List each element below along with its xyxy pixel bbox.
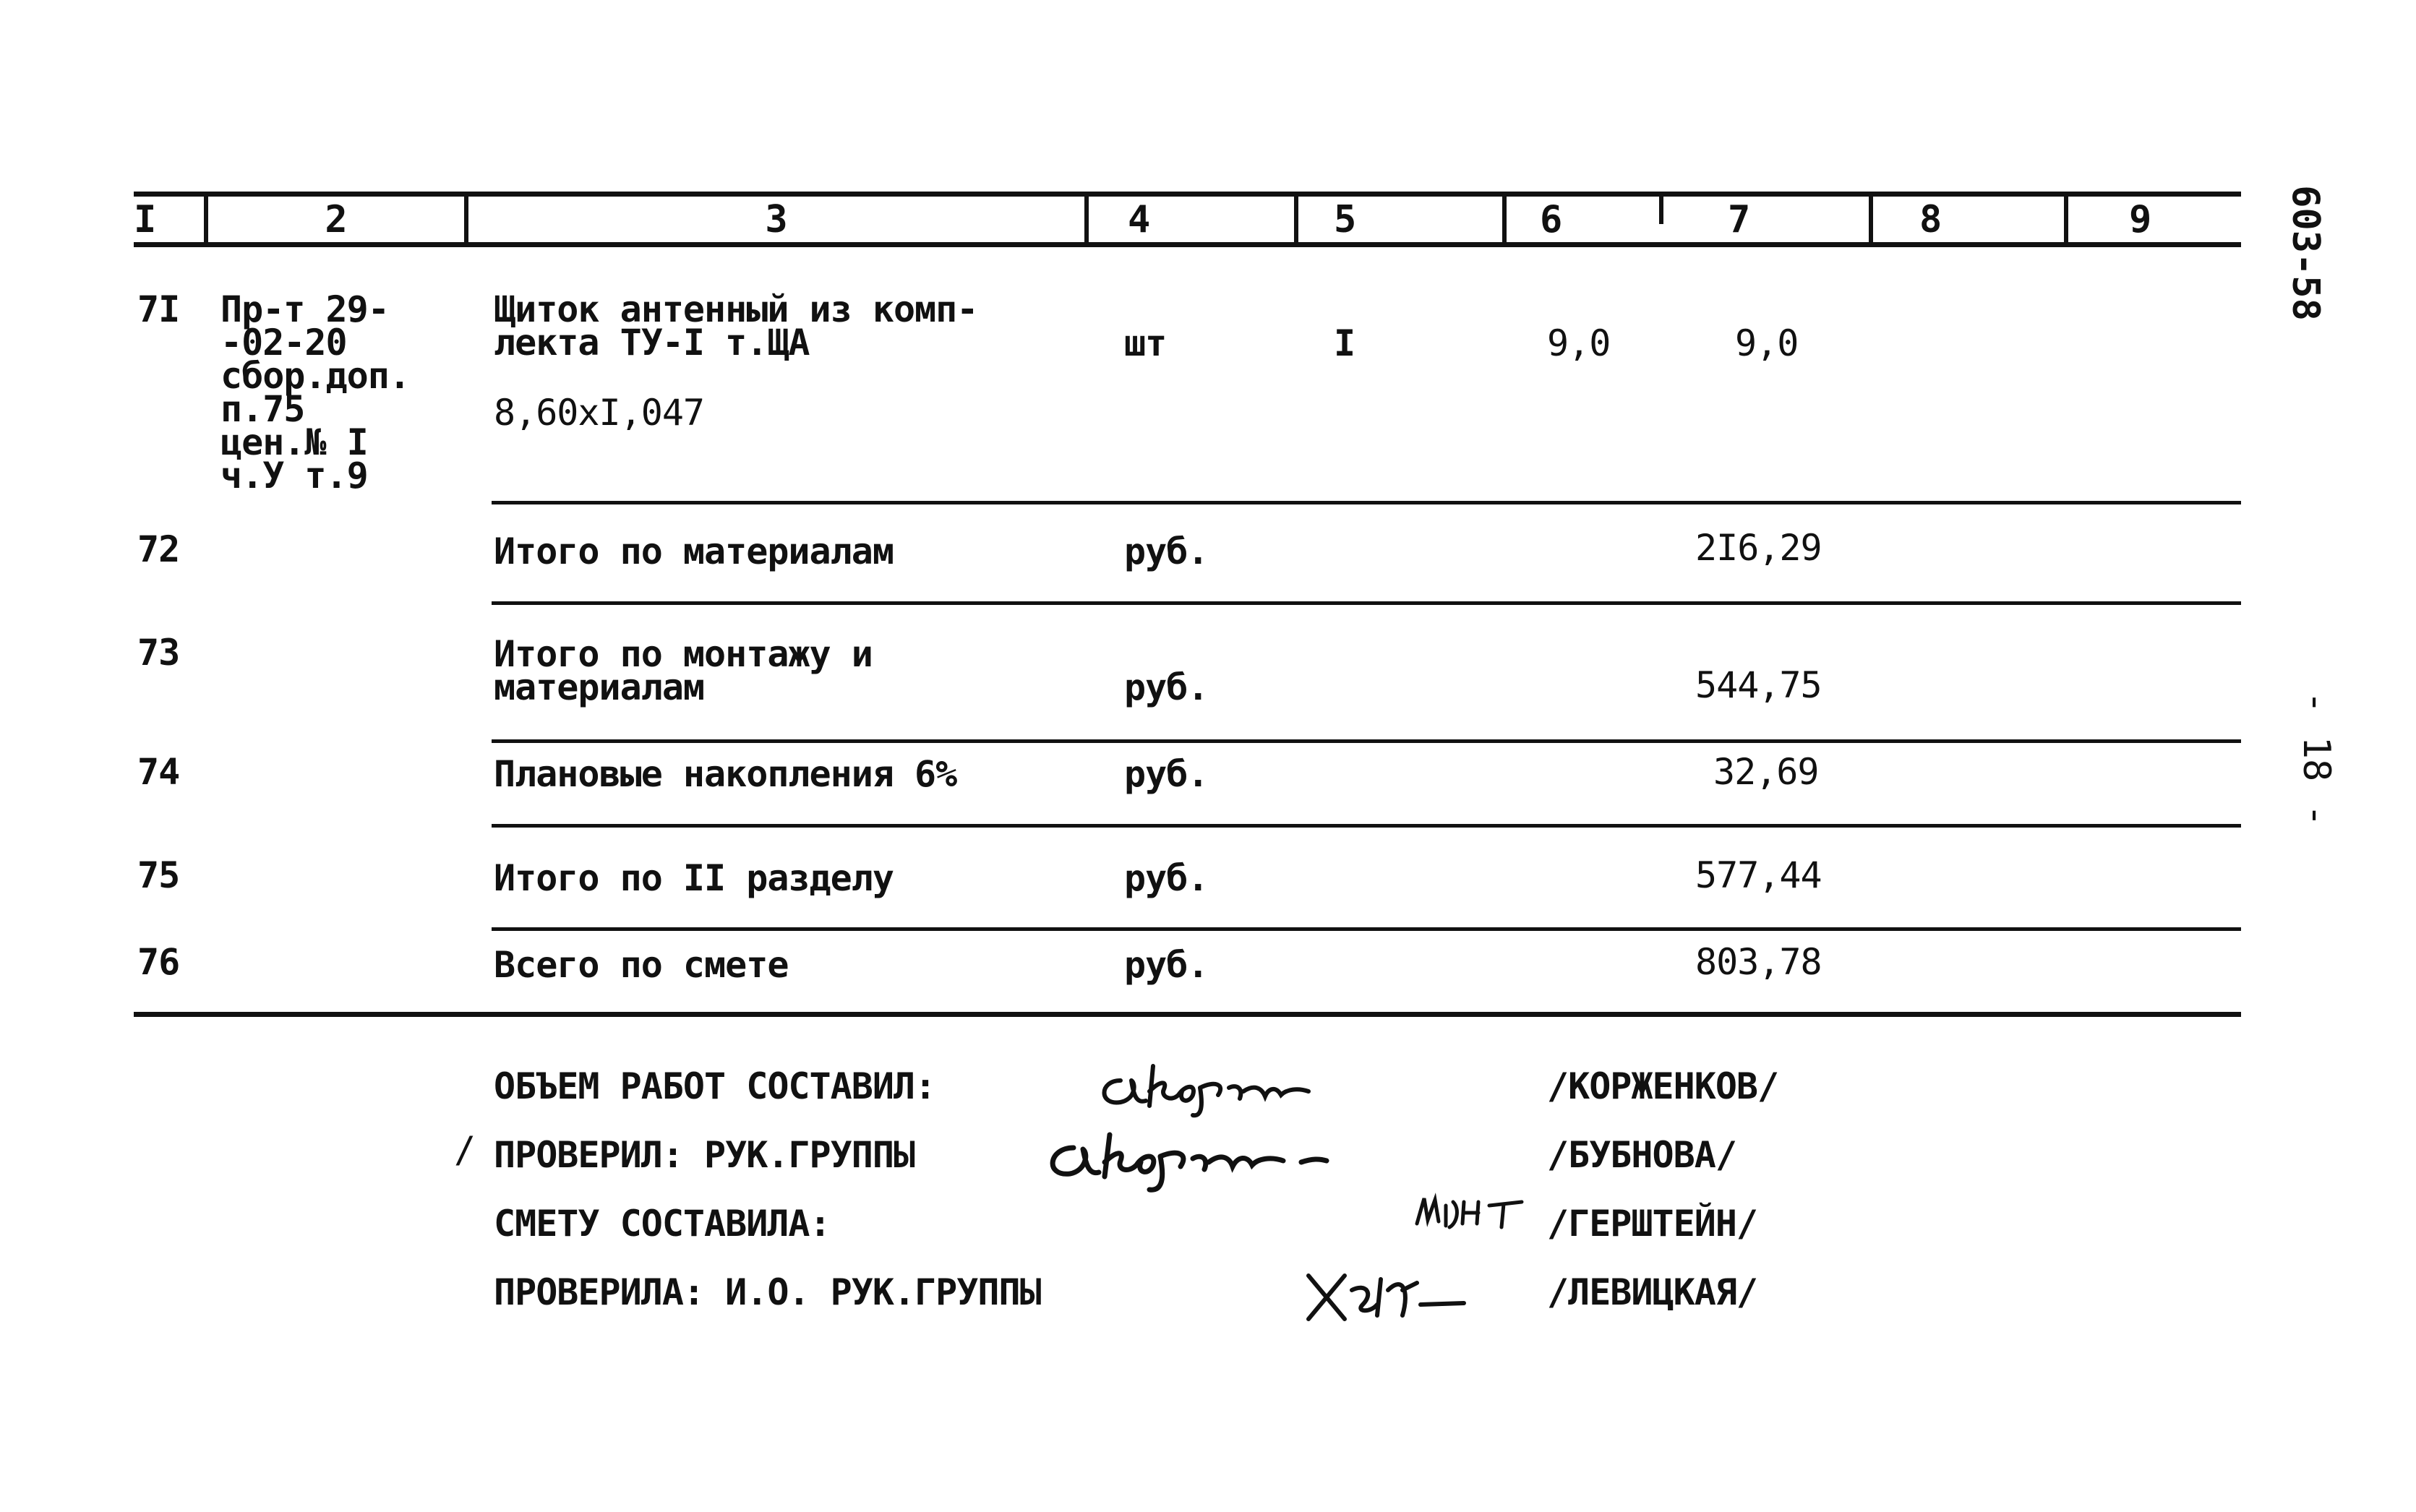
row-71-price: 9,0: [1547, 322, 1611, 364]
header-bottom-rule: [134, 242, 2241, 247]
signature-role-3: СМЕТУ СОСТАВИЛА:: [494, 1203, 831, 1245]
row-76-unit: руб.: [1124, 944, 1209, 986]
check-mark: /: [454, 1129, 476, 1171]
row-divider: [492, 824, 2241, 828]
row-71-qty: I: [1334, 322, 1355, 364]
row-74-total: 32,69: [1713, 751, 1819, 793]
row-73-name: Итого по монтажу и материалам: [494, 633, 873, 708]
row-divider: [492, 927, 2241, 931]
col-header-3: 3: [765, 198, 788, 241]
row-73-total: 544,75: [1695, 664, 1822, 706]
row-72-unit: руб.: [1124, 531, 1209, 572]
signature-name-4: /ЛЕВИЦКАЯ/: [1547, 1271, 1758, 1313]
row-72-total: 2I6,29: [1695, 527, 1822, 569]
row-72-number: 72: [137, 528, 180, 570]
row-71-number: 7I: [137, 288, 180, 330]
row-73-number: 73: [137, 632, 180, 674]
col-divider: [2064, 192, 2068, 247]
col-divider: [1294, 192, 1298, 247]
signature-name-3: /ГЕРШТЕЙН/: [1547, 1203, 1758, 1245]
row-71-reference: Пр-т 29- -02-20 cбор.доп. п.75 цен.№ I ч.У т.9: [220, 288, 410, 497]
row-divider: [492, 601, 2241, 605]
table-bottom-rule: [134, 1012, 2241, 1017]
row-75-number: 75: [137, 854, 180, 896]
signature-role-1: ОБЪЕМ РАБОТ СОСТАВИЛ:: [494, 1065, 936, 1107]
col-header-6: 6: [1540, 198, 1563, 241]
col-divider: [1659, 192, 1663, 224]
signature-role-2: ПРОВЕРИЛ: РУК.ГРУППЫ: [494, 1134, 915, 1176]
row-71-calc: 8,60xI,047: [494, 392, 705, 434]
header-top-rule: [134, 192, 2241, 197]
signature-role-4: ПРОВЕРИЛА: И.О. РУК.ГРУППЫ: [494, 1271, 1041, 1313]
row-75-total: 577,44: [1695, 854, 1822, 896]
row-71-name: Щиток антенный из комп- лекта ТУ-I т.ЩА: [494, 288, 978, 364]
col-divider: [1084, 192, 1089, 247]
row-72-name: Итого по материалам: [494, 531, 894, 572]
signature-name-2: /БУБНОВА/: [1547, 1134, 1736, 1176]
page-number: - 18 -: [2294, 691, 2338, 827]
col-header-9: 9: [2129, 198, 2152, 241]
document-code: 603-58: [2283, 185, 2327, 321]
row-74-unit: руб.: [1124, 753, 1209, 795]
col-divider: [1502, 192, 1507, 247]
row-71-total: 9,0: [1735, 322, 1799, 364]
row-75-name: Итого по II разделу: [494, 857, 894, 899]
col-header-1: I: [134, 198, 157, 241]
col-header-7: 7: [1728, 198, 1751, 241]
row-74-number: 74: [137, 751, 180, 793]
col-header-2: 2: [325, 198, 348, 241]
col-divider: [1869, 192, 1873, 247]
col-header-4: 4: [1128, 198, 1151, 241]
row-divider: [492, 739, 2241, 743]
row-73-unit: руб.: [1124, 666, 1209, 708]
signature-name-1: /КОРЖЕНКОВ/: [1547, 1065, 1779, 1107]
row-75-unit: руб.: [1124, 857, 1209, 899]
row-74-name: Плановые накопления 6%: [494, 753, 957, 795]
row-divider: [492, 501, 2241, 504]
col-header-8: 8: [1919, 198, 1942, 241]
row-76-name: Всего по смете: [494, 944, 789, 986]
row-71-unit: шт: [1124, 322, 1167, 364]
row-76-number: 76: [137, 941, 180, 983]
row-76-total: 803,78: [1695, 941, 1822, 983]
col-header-5: 5: [1334, 198, 1357, 241]
